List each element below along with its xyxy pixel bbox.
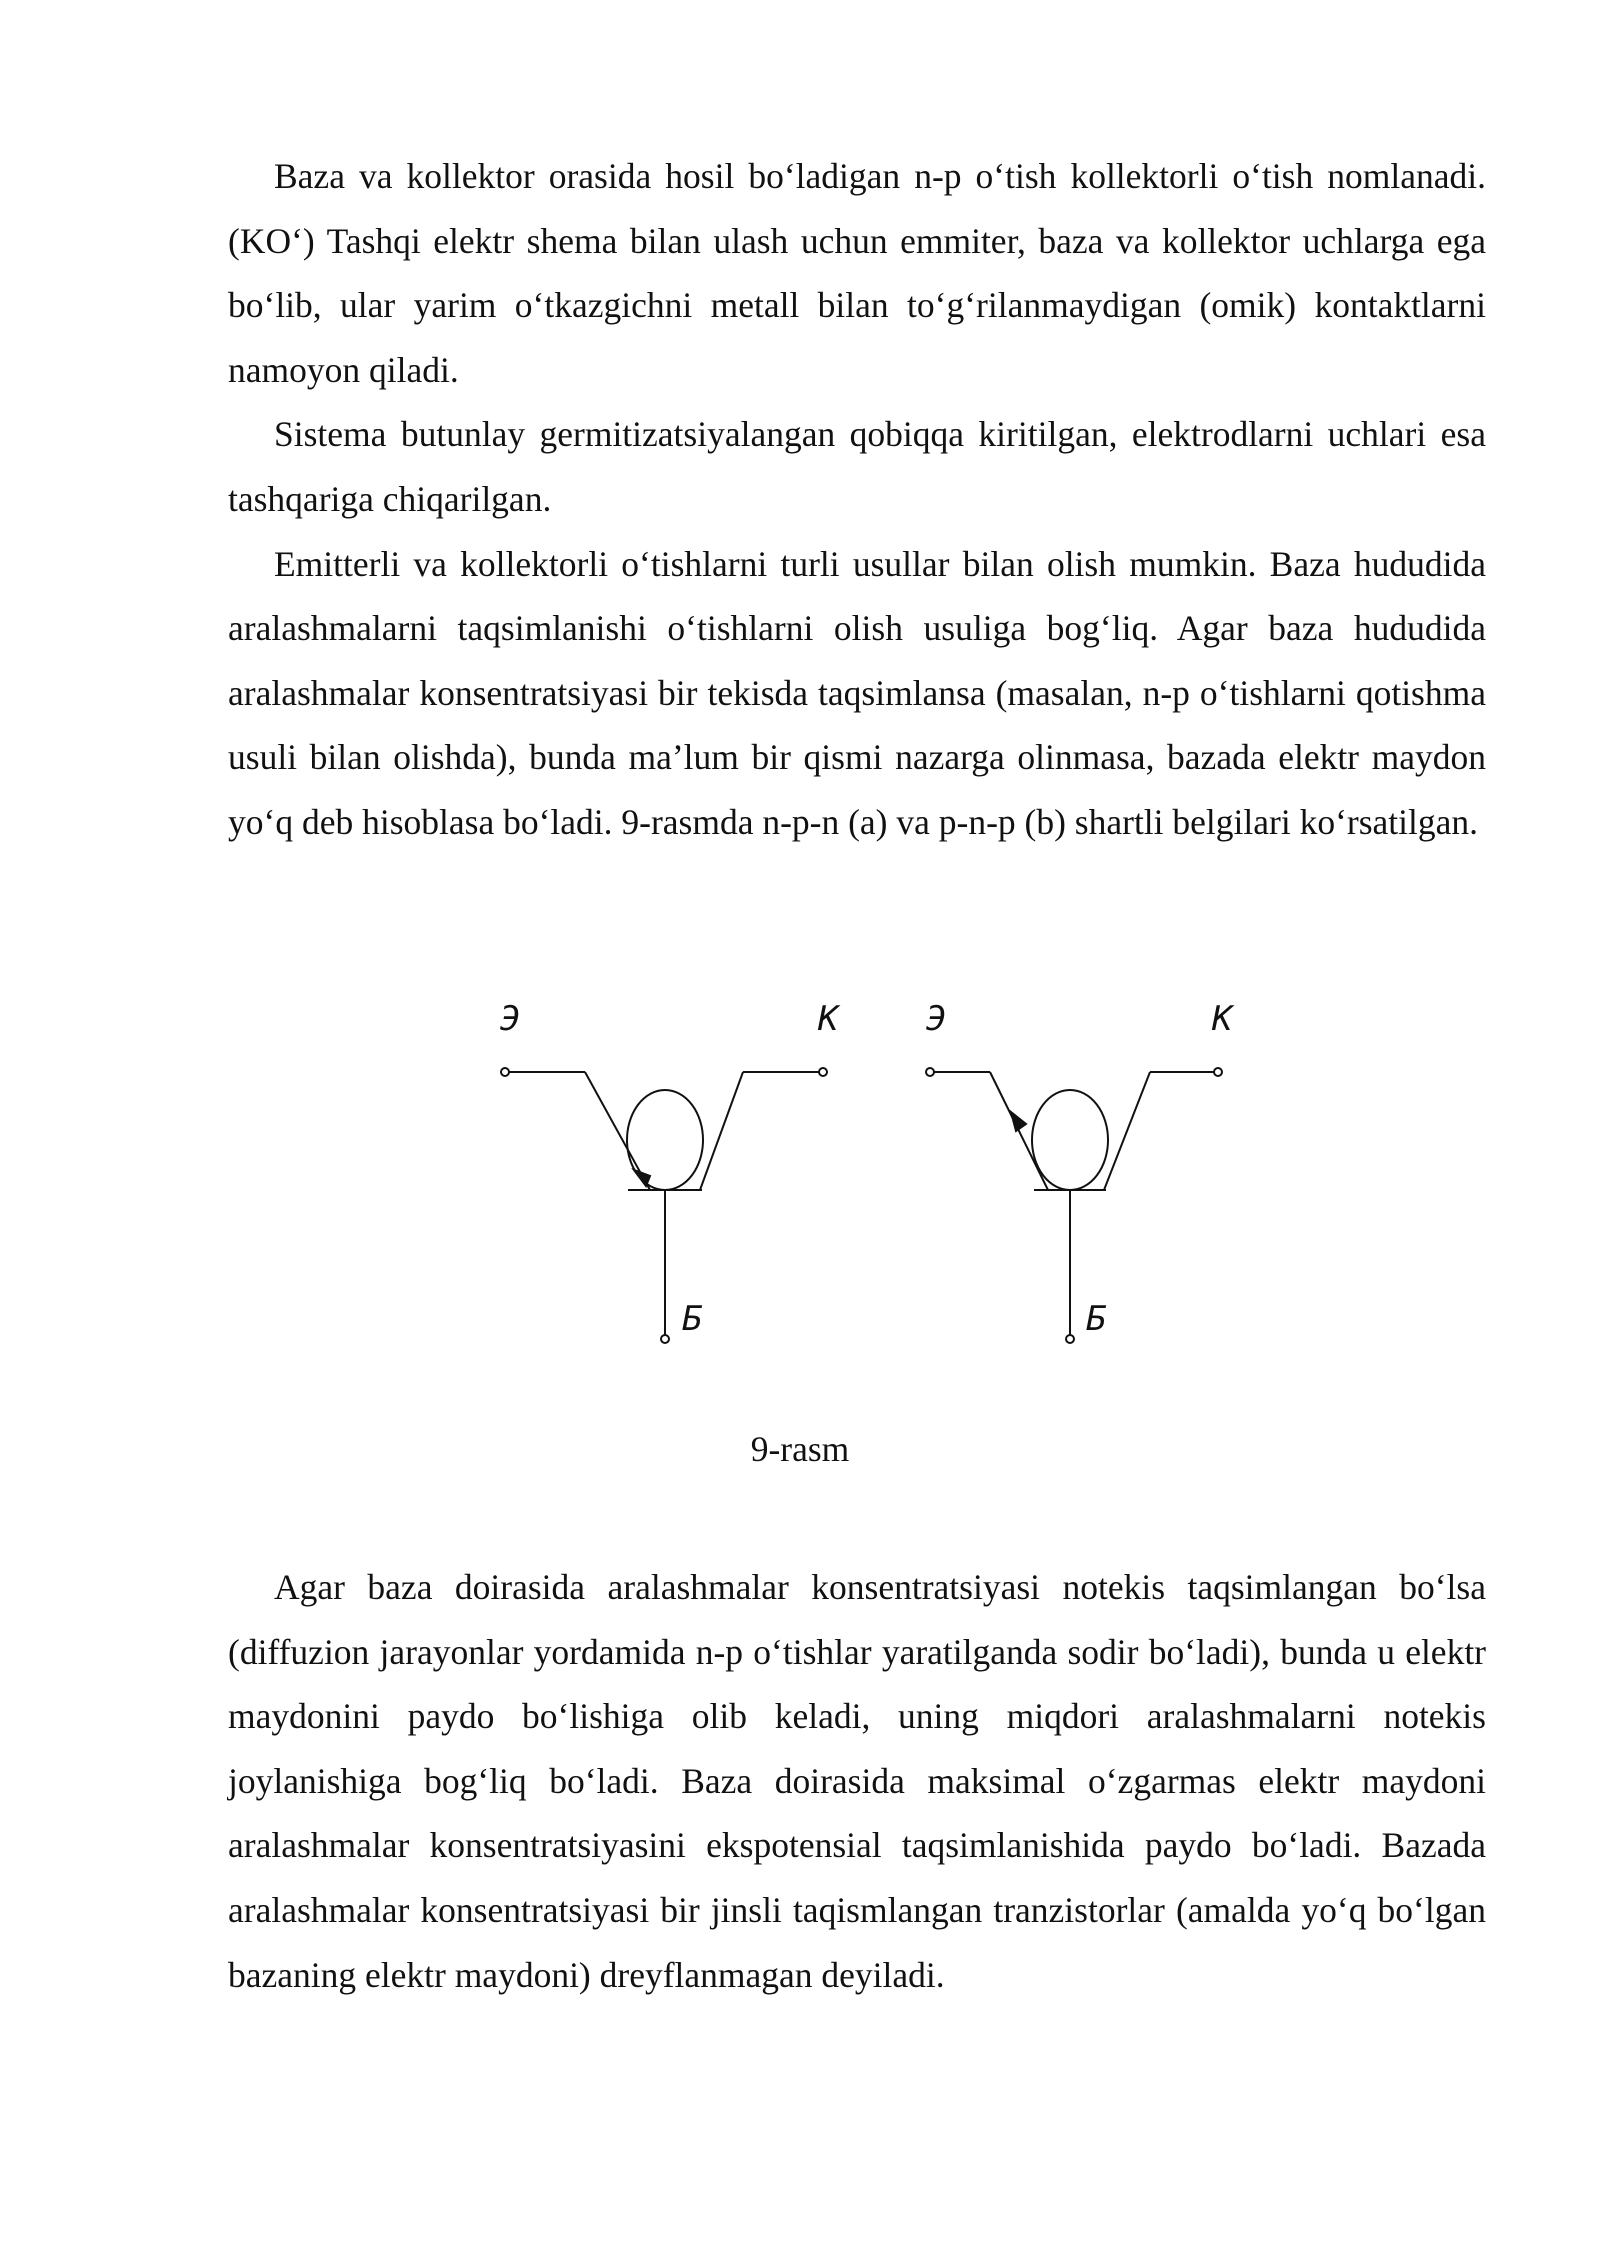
emitter-terminal [926, 1068, 934, 1076]
base-terminal [661, 1335, 669, 1343]
emitter-arrow-in [1011, 1112, 1026, 1131]
figure-caption: 9-rasm [750, 1429, 850, 1469]
paragraph: Agar baza doirasida aralashmalar konsentratsiyasi notekis taqsimlangan bo‘lsa (diffuzion jarayonlar yordamida n-p o‘tishlar yaratilganda sodir bo‘ladi), bunda u elektr maydonini paydo bo‘lishiga olib keladi, uning miqdori aralashmalarni notekis joylanishiga bog‘liq bo‘ladi. Baza doirasida maksimal o‘zgarmas elektr maydoni aralashmalar konsentratsiyasini ekspotensial taqsimlanishida paydo bo‘ladi. Bazada aralashmalar konsentratsiyasi bir jinsli taqismlangan tranzistorlar (amalda yo‘q bo‘lgan bazaning elektr maydoni) dreyflanmagan deyiladi. [228, 1567, 1486, 1995]
base-label-b: Б [1086, 1299, 1107, 1339]
transistor-a-symbol [501, 1068, 827, 1343]
collector-terminal [819, 1068, 827, 1076]
collector-label-a: К [818, 999, 839, 1039]
transistor-envelope [1032, 1090, 1108, 1190]
text-block-top [228, 144, 1486, 855]
collector-terminal [1214, 1068, 1222, 1076]
collector-line [700, 1072, 743, 1190]
transistor-figure [460, 990, 1260, 1360]
emitter-terminal [501, 1068, 509, 1076]
paragraph: Baza va kollektor orasida hosil bo‘ladigan n-p o‘tish kollektorli o‘tish nomlanadi. (KO‘) Tashqi elektr shema bilan ulash uchun emmiter, baza va kollektor uchlarga ega bo‘lib, ular yarim o‘tkazgichni metall bilan to‘g‘rilanmaydigan (omik) kontaktlarni namoyon qiladi. [228, 156, 1486, 390]
emitter-line [990, 1072, 1048, 1190]
paragraph: Emitterli va kollektorli o‘tishlarni turli usullar bilan olish mumkin. Baza hududida aralashmalarni taqsimlanishi o‘tishlarni olish usuliga bog‘liq. Agar baza hududida aralashmalar konsentratsiyasi bir tekisda taqsimlansa (masalan, n-p o‘tishlarni qotishma usuli bilan olishda), bunda ma’lum bir qismi nazarga olinmasa, bazada elektr maydon yo‘q deb hisoblasa bo‘ladi. 9-rasmda n-p-n (a) va p-n-p (b) shartli belgilari ko‘rsatilgan. [228, 543, 1486, 842]
text-block-bottom [228, 1555, 1486, 2007]
collector-label-b: К [1212, 999, 1233, 1039]
base-label-a: Б [682, 1299, 703, 1339]
base-terminal [1066, 1335, 1074, 1343]
emitter-label-a: Э [500, 999, 521, 1039]
collector-line [1104, 1072, 1150, 1190]
transistor-b-symbol [926, 1068, 1222, 1343]
emitter-label-b: Э [926, 999, 947, 1039]
paragraph: Sistema butunlay germitizatsiyalangan qobiqqa kiritilgan, elektrodlarni uchlari esa tashqariga chiqarilgan. [228, 414, 1486, 519]
transistor-symbols-diagram [460, 990, 1260, 1360]
emitter-arrow-out [634, 1170, 650, 1186]
